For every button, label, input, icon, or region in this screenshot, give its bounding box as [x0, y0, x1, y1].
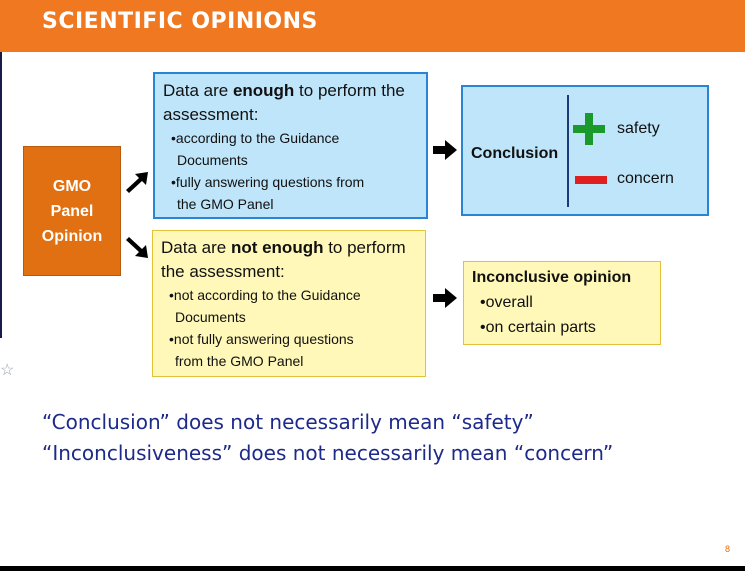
conclusion-divider	[567, 95, 569, 207]
arrow-right-icon	[432, 139, 458, 161]
list-item: •fully answering questions from the GMO Panel	[171, 174, 365, 212]
data-not-enough-title: Data are not enough to perform the assessment:	[161, 238, 406, 281]
data-enough-box	[153, 72, 428, 219]
safety-label: safety	[617, 120, 660, 137]
gmo-panel-opinion-label	[32, 174, 112, 249]
inconclusive-opinion-box	[463, 261, 661, 345]
list-item: •according to the Guidance Documents	[171, 130, 340, 168]
inconclusive-title: Inconclusive opinion	[472, 269, 632, 286]
conclusion-box	[461, 85, 709, 216]
data-not-enough-box	[152, 230, 426, 377]
gmo-line-2: Panel	[50, 202, 94, 220]
list-item: •not fully answering questions from the GMO Panel	[169, 331, 354, 369]
edge-star-icon: ☆	[0, 362, 15, 379]
minus-icon	[575, 175, 607, 185]
concern-label: concern	[617, 170, 674, 187]
gmo-line-1: GMO	[52, 177, 92, 195]
arrow-right-icon	[432, 287, 458, 309]
page-number: 8	[725, 544, 731, 554]
note-conclusion: “Conclusion” does not necessarily mean “safety”	[42, 410, 534, 434]
data-enough-title: Data are enough to perform the assessment:	[163, 81, 405, 124]
page-title: SCIENTIFIC OPINIONS	[42, 9, 318, 34]
gmo-line-3: Opinion	[41, 227, 103, 245]
list-item: •on certain parts	[480, 319, 596, 336]
plus-icon	[571, 111, 607, 147]
arrow-down-right-icon	[124, 236, 150, 260]
note-inconclusiveness: “Inconclusiveness” does not necessarily mean “concern”	[42, 441, 614, 465]
list-item: •not according to the Guidance Documents	[169, 287, 361, 325]
title-bar	[0, 0, 745, 52]
gmo-panel-opinion-box	[23, 146, 121, 276]
conclusion-label: Conclusion	[471, 145, 559, 162]
bottom-bar	[0, 566, 745, 571]
list-item: •overall	[480, 294, 533, 311]
arrow-up-right-icon	[124, 170, 150, 194]
left-edge-line	[0, 52, 2, 338]
